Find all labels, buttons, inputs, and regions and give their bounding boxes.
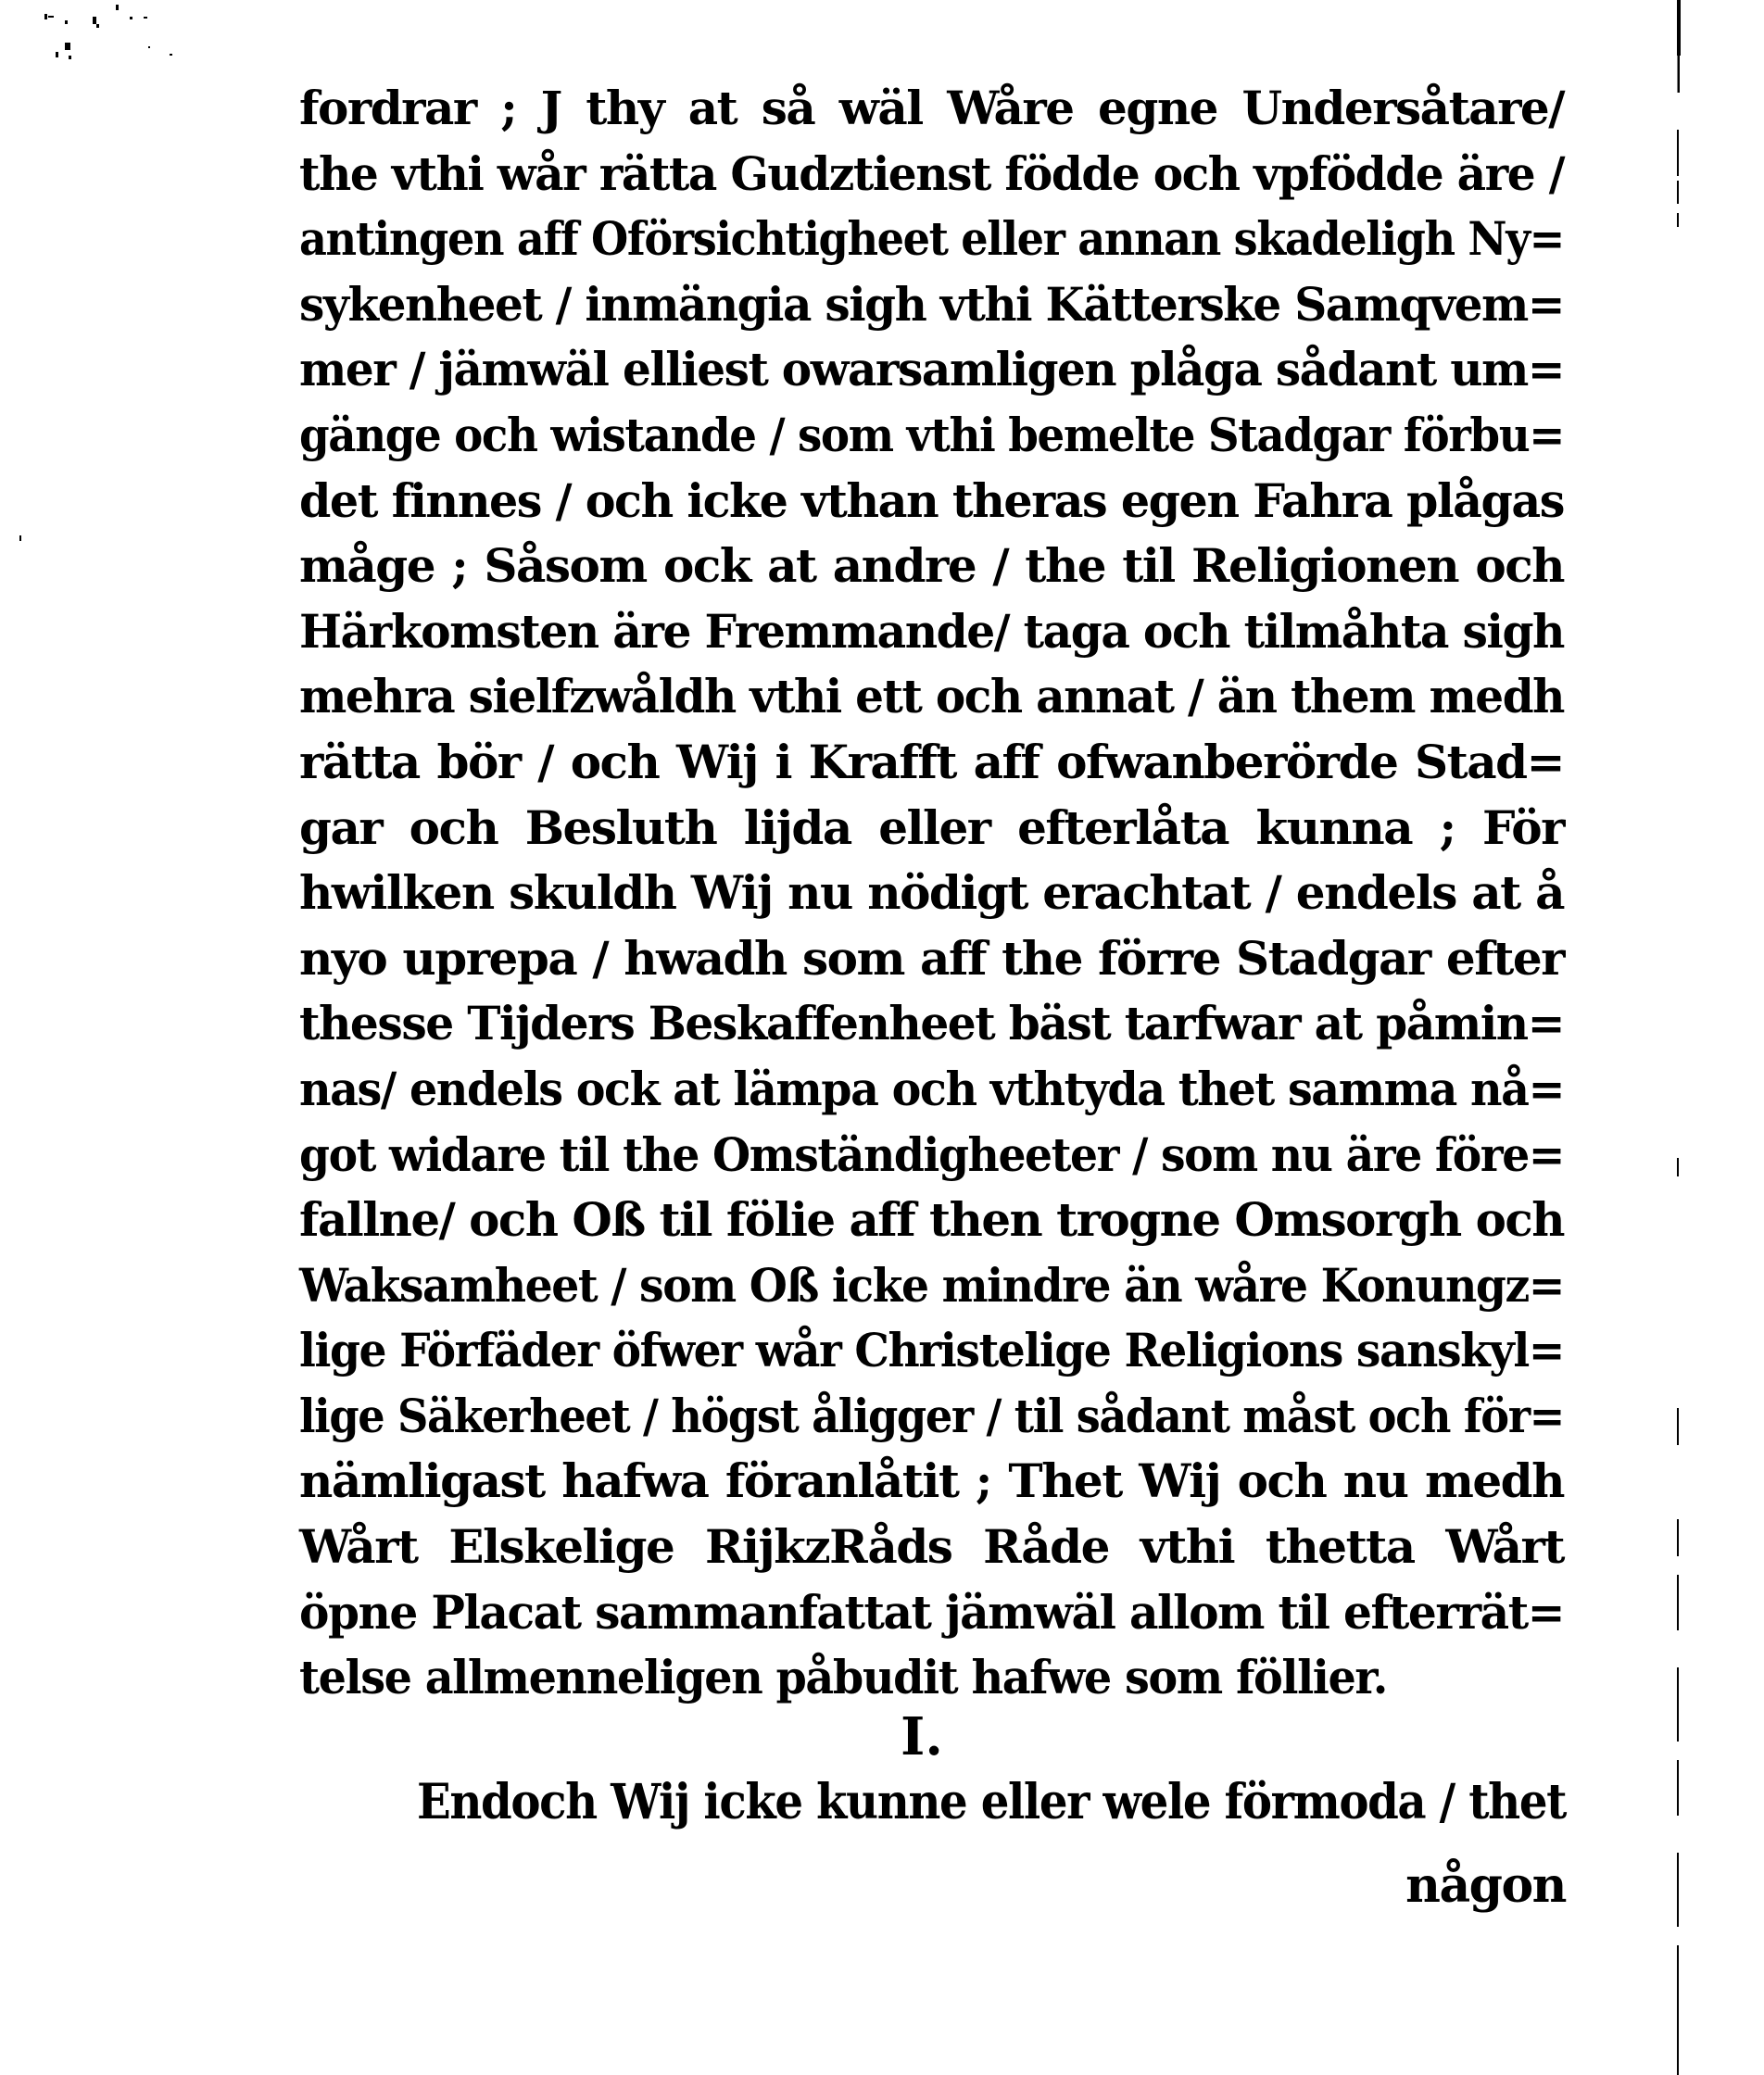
text-line: telse allmenneligen påbudit hafwe som föllier. (299, 1650, 1387, 1705)
text-line: gänge och wistande / som vthi bemelte Stadgar förbu= (299, 407, 1564, 462)
body-text-block (299, 76, 1564, 1711)
text-line: det finnes / och icke vthan theras egen Fahra plågas (299, 472, 1564, 528)
text-line: gar och Besluth lijda eller efterlåta kunna ; För (299, 799, 1564, 855)
page-edge-line (1677, 0, 1681, 2075)
text-line: måge ; Såsom ock at andre / the til Religionen och (299, 538, 1564, 594)
text-line: hwilken skuldh Wij nu nödigt erachtat / endels at å (299, 865, 1564, 921)
text-line: antingen aff Oförsichtigheet eller annan skadeligh Ny= (299, 211, 1564, 267)
scan-debris-marks (37, 0, 185, 65)
section-heading: I. (901, 1706, 943, 1767)
text-line: Waksamheet / som Oß icke mindre än wåre Konungz= (299, 1257, 1564, 1313)
text-line: Wårt Elskelige RijkzRåds Råde vthi thetta Wårt (299, 1519, 1564, 1575)
paragraph-first-line: Endoch Wij icke kunne eller wele förmoda / thet (417, 1774, 1566, 1830)
text-line: nas/ endels ock at lämpa och vthtyda thet samma nå= (299, 1061, 1564, 1116)
text-line: lige Säkerheet / högst åligger / til sådant måst och för= (299, 1388, 1564, 1443)
text-line: lige Förfäder öfwer wår Christelige Religions sanskyl= (299, 1323, 1564, 1378)
text-line: fordrar ; J thy at så wäl Wåre egne Undersåtare/ (299, 81, 1564, 135)
text-line: the vthi wår rätta Gudztienst födde och vpfödde äre / (299, 145, 1564, 201)
text-line: nyo uprepa / hwadh som aff the förre Stadgar efter (299, 930, 1564, 986)
text-line: mehra sielfzwåldh vthi ett och annat / än them medh (299, 669, 1564, 724)
text-line: Härkomsten äre Fremmande/ taga och tilmåhta sigh (299, 603, 1564, 659)
catchword: någon (1405, 1857, 1566, 1914)
text-line: sykenheet / inmängia sigh vthi Kätterske Samqvem= (299, 276, 1564, 332)
text-line: rätta bör / och Wij i Krafft aff ofwanberörde Stad= (299, 734, 1564, 789)
text-line: fallne/ och Oß til fölie aff then trogne Omsorgh och (299, 1192, 1564, 1248)
text-line: mer / jämwäl elliest owarsamligen plåga sådant um= (299, 342, 1564, 397)
text-line: thesse Tijders Beskaffenheet bäst tarfwar at påmin= (299, 996, 1564, 1051)
margin-speck (19, 535, 21, 541)
text-line: got widare til the Omständigheeter / som nu äre före= (299, 1126, 1564, 1182)
text-line: nämligast hafwa föranlåtit ; Thet Wij och nu medh (299, 1453, 1564, 1509)
text-line: öpne Placat sammanfattat jämwäl allom til efterrät= (299, 1584, 1564, 1640)
